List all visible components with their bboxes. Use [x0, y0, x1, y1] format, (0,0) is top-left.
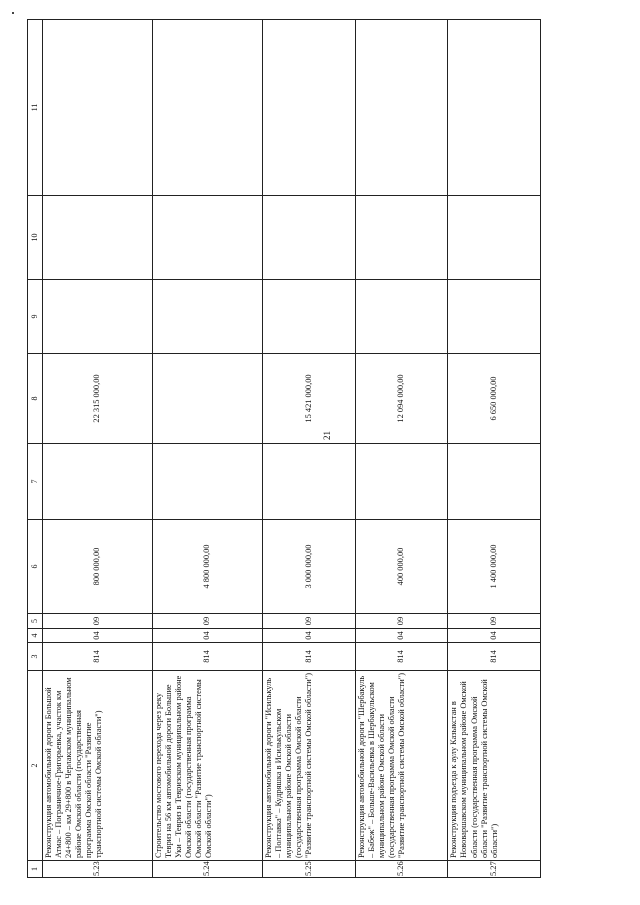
header-cell: 4: [28, 629, 43, 643]
table-row: [43, 20, 153, 878]
table-row: [263, 20, 356, 878]
amount-cell: [355, 196, 448, 280]
table-body: [28, 20, 541, 878]
amount-cell: [43, 444, 153, 520]
section-cell: 04: [355, 629, 448, 643]
header-cell: 11: [28, 20, 43, 196]
amount-cell: [263, 280, 356, 354]
table-row: [448, 20, 541, 878]
amount-cell: [153, 20, 263, 196]
row-number: 5.25: [263, 861, 356, 878]
section-cell: 04: [153, 629, 263, 643]
amount-cell: 800 000,00: [43, 520, 153, 614]
row-description: Реконструкция подъезда к аулу Казыкстан в Нововаршавском муниципальном районе Омской области (государственная программа Омской области "Развитие транспортной системы Омской области"): [448, 671, 541, 861]
amount-cell: [263, 196, 356, 280]
budget-table: [27, 19, 541, 878]
row-number: 5.26: [355, 861, 448, 878]
amount-cell: [355, 444, 448, 520]
row-description: Реконструкция автомобильной дороги "Шербакуль – Бабеж" – Больше-Васильевка в Шербакульском муниципальном районе Омской области (государственная программа Омской области "Развитие транспортной системы Омской области"): [355, 671, 448, 861]
header-cell: 6: [28, 520, 43, 614]
header-cell: 1: [28, 861, 43, 878]
header-cell: 7: [28, 444, 43, 520]
section-cell: 04: [43, 629, 153, 643]
scan-dot: [12, 12, 14, 14]
code-cell: 814: [448, 643, 541, 671]
code-cell: 814: [153, 643, 263, 671]
subsection-cell: 09: [153, 614, 263, 629]
amount-cell: [153, 196, 263, 280]
amount-cell: 12 094 000,00: [355, 354, 448, 444]
section-cell: 04: [448, 629, 541, 643]
subsection-cell: 09: [448, 614, 541, 629]
header-cell: 9: [28, 280, 43, 354]
table-header-row: [28, 20, 43, 878]
row-description: Реконструкция автомобильной дороги Большой Атмас – Пограничное-Григорьевка, участок км 24+800 – км 29+800 в Черлакском муниципальном районе Омской области (государственная программа Омской области "Развитие транспортной системы Омской области"): [43, 671, 153, 861]
amount-cell: [263, 444, 356, 520]
row-description: Реконструкция автомобильной дороги "Исилькуль – Полтавка" – Кудряшка в Исилькульском муниципальном районе Омской области (государственная программа Омской области "Развитие транспортной системы Омской области"): [263, 671, 356, 861]
header-cell: 3: [28, 643, 43, 671]
header-cell: 2: [28, 671, 43, 861]
amount-cell: [153, 280, 263, 354]
amount-cell: [448, 444, 541, 520]
subsection-cell: 09: [263, 614, 356, 629]
rotated-table-container: [27, 20, 541, 878]
amount-cell: [43, 280, 153, 354]
amount-cell: 15 421 000,00: [263, 354, 356, 444]
subsection-cell: 09: [355, 614, 448, 629]
amount-cell: 1 400 000,00: [448, 520, 541, 614]
amount-cell: 22 315 000,00: [43, 354, 153, 444]
row-number: 5.27: [448, 861, 541, 878]
code-cell: 814: [43, 643, 153, 671]
table-row: [355, 20, 448, 878]
amount-cell: 400 000,00: [355, 520, 448, 614]
amount-cell: [43, 20, 153, 196]
amount-cell: 6 650 000,00: [448, 354, 541, 444]
amount-cell: [355, 20, 448, 196]
amount-cell: [153, 444, 263, 520]
amount-cell: [448, 280, 541, 354]
header-cell: 5: [28, 614, 43, 629]
amount-cell: [263, 20, 356, 196]
amount-cell: [43, 196, 153, 280]
amount-cell: [448, 196, 541, 280]
page-number: 21: [322, 431, 332, 440]
row-description: Строительство мостового перехода через реку Тевриз на 56 км автомобильной дороги Большие Уки – Тевриз в Тевризском муниципальном районе Омской области (государственная программа Омской области "Развитие транспортной системы Омской области"): [153, 671, 263, 861]
code-cell: 814: [263, 643, 356, 671]
amount-cell: 4 800 000,00: [153, 520, 263, 614]
header-cell: 8: [28, 354, 43, 444]
subsection-cell: 09: [43, 614, 153, 629]
row-number: 5.23: [43, 861, 153, 878]
amount-cell: [355, 280, 448, 354]
row-number: 5.24: [153, 861, 263, 878]
table-row: [153, 20, 263, 878]
amount-cell: 3 000 000,00: [263, 520, 356, 614]
amount-cell: [448, 20, 541, 196]
amount-cell: [153, 354, 263, 444]
header-cell: 10: [28, 196, 43, 280]
section-cell: 04: [263, 629, 356, 643]
code-cell: 814: [355, 643, 448, 671]
